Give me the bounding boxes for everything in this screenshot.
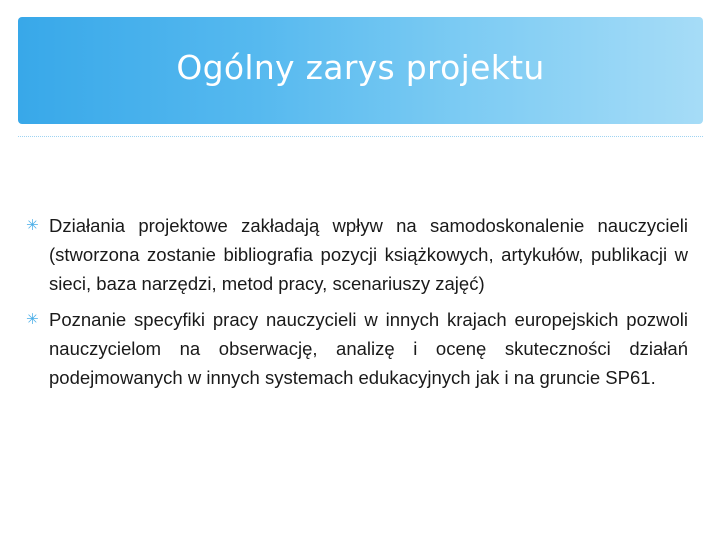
bullet-text: Poznanie specyfiki pracy nauczycieli w innych krajach europejskich pozwoli nauczycielom na obserwację, analizę i ocenę skuteczności działań podejmowanych w innych systemach edukacyjnych jak i na gruncie SP61. (49, 309, 688, 388)
asterisk-icon: ✳ (26, 310, 39, 328)
bullet-item (26, 305, 688, 392)
title-banner (18, 17, 703, 124)
asterisk-icon: ✳ (26, 216, 39, 234)
bullet-list (26, 211, 688, 399)
bullet-text: Działania projektowe zakładają wpływ na samodoskonalenie nauczycieli (stworzona zostanie bibliografia pozycji książkowych, artykułów, publikacji w sieci, baza narzędzi, metod pracy, scenariuszy zajęć) (49, 215, 688, 294)
title-divider (18, 136, 703, 137)
slide-title: Ogólny zarys projektu (176, 48, 545, 87)
bullet-item (26, 211, 688, 298)
